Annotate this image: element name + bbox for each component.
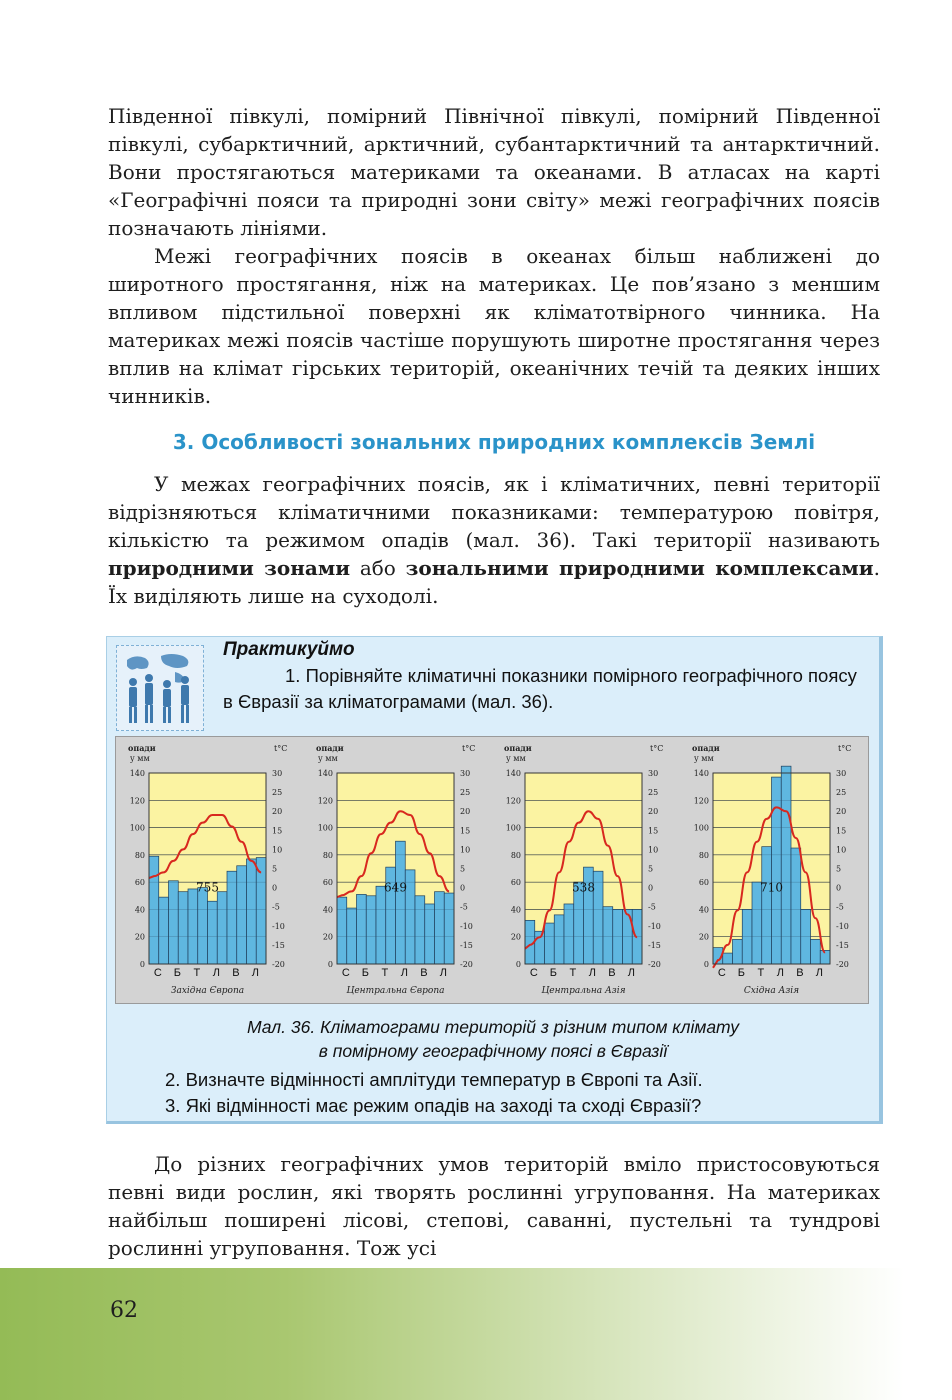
month-label: Т [193, 967, 201, 979]
precipitation-bar [415, 896, 425, 964]
temp-tick-label: -10 [648, 921, 661, 931]
temp-tick-label: -15 [648, 940, 661, 950]
month-label: С [341, 967, 350, 979]
precipitation-bar [603, 907, 613, 964]
temp-tick-label: 30 [836, 769, 847, 778]
month-label: С [153, 967, 162, 979]
climatograms-panel [115, 736, 869, 1004]
month-label: С [529, 967, 538, 979]
precipitation-bar [347, 908, 357, 964]
month-label: Л [627, 967, 635, 979]
precip-tick-label: 20 [134, 932, 145, 942]
axis-label-precip: опади [504, 743, 532, 753]
climatogram-east-asia [680, 737, 868, 1003]
precipitation-bar [188, 889, 198, 964]
precip-tick-label: 120 [693, 796, 709, 806]
temp-tick-label: 25 [272, 788, 283, 798]
precipitation-bar [564, 904, 574, 964]
temp-tick-label: -5 [648, 902, 656, 912]
temp-tick-label: 20 [648, 807, 659, 817]
temp-tick-label: -20 [836, 960, 849, 969]
month-label: Б [737, 967, 745, 979]
precip-tick-label: 40 [698, 905, 709, 915]
precipitation-bar [227, 871, 237, 964]
climatogram-central-asia [492, 737, 680, 1003]
top-paragraphs [108, 102, 880, 410]
temp-tick-label: 0 [272, 883, 278, 893]
axis-label-precip: опади [316, 743, 344, 753]
paragraph: До різних географічних умов територій вміло пристосовуються певні види рослин, які творять рослинні угруповання. На материках найбільш поширені лісові, степові, саванні, пустельні та тундрові рослинні угруповання. Тож усі [108, 1152, 880, 1260]
temp-tick-label: -15 [460, 940, 473, 950]
world-map-people-icon [116, 645, 204, 731]
axis-label-temp: t°С [650, 744, 664, 753]
precipitation-bar [337, 897, 347, 964]
month-label: Б [361, 967, 369, 979]
precip-tick-label: 120 [505, 796, 521, 806]
term-zonal-complexes: зональними природними комплексами [405, 556, 874, 580]
precip-tick-label: 120 [129, 796, 145, 806]
temp-tick-label: -10 [272, 921, 285, 931]
region-title: Центральна Європа [346, 986, 445, 996]
temp-tick-label: 25 [648, 788, 659, 798]
temp-tick-label: 5 [460, 864, 466, 874]
temp-tick-label: 30 [460, 769, 471, 778]
month-label: Л [815, 967, 823, 979]
axis-label-temp: t°С [274, 744, 288, 753]
precip-tick-label: 80 [698, 850, 709, 860]
precipitation-bar [444, 893, 454, 964]
precipitation-bar [772, 777, 782, 964]
temp-tick-label: -5 [836, 902, 844, 912]
month-label: В [608, 967, 616, 979]
climatogram-svg [304, 737, 492, 1003]
temp-tick-label: 30 [648, 769, 659, 778]
precip-tick-label: 60 [698, 878, 709, 888]
climatogram-svg [680, 737, 868, 1003]
precip-tick-label: 40 [134, 905, 145, 915]
precip-tick-label: 140 [693, 769, 709, 778]
climatogram-west-europe [116, 737, 304, 1003]
annual-precip-total: 710 [760, 880, 783, 895]
precipitation-bar [425, 904, 435, 964]
precipitation-bar [811, 939, 821, 964]
practice-box [106, 636, 883, 1124]
month-label: Л [439, 967, 447, 979]
precipitation-bar [396, 841, 406, 964]
practice-question-1: 1. Порівняйте кліматичні показники помірного географічного поясу в Євразії за кліматограмами (мал. 36). [223, 665, 857, 712]
precip-tick-label: 100 [129, 823, 145, 833]
precipitation-bar [178, 892, 188, 964]
precip-tick-label: 60 [510, 878, 521, 888]
caption-line: в помірному географічному поясі в Євразії [318, 1041, 668, 1061]
region-title: Центральна Азія [541, 986, 626, 996]
temp-tick-label: -5 [460, 902, 468, 912]
precip-tick-label: 60 [134, 878, 145, 888]
temp-tick-label: 10 [272, 845, 283, 855]
precip-tick-label: 80 [322, 850, 333, 860]
temp-tick-label: -20 [460, 960, 473, 969]
practice-question-3: 3. Які відмінності має режим опадів на заході та сході Євразії? [165, 1095, 702, 1116]
axis-label-temp: t°С [462, 744, 476, 753]
temp-tick-label: 15 [836, 826, 847, 836]
axis-label-precip: опади [692, 743, 720, 753]
precipitation-bar [366, 896, 376, 964]
precipitation-bar [149, 856, 159, 964]
temp-tick-label: 15 [460, 826, 471, 836]
month-label: С [717, 967, 726, 979]
month-label: Т [381, 967, 389, 979]
precipitation-bar [723, 953, 733, 964]
climatogram-svg [116, 737, 304, 1003]
page-number: 62 [110, 1298, 138, 1323]
month-label: Л [776, 967, 784, 979]
month-label: В [796, 967, 804, 979]
paragraph: Межі географічних поясів в океанах більш наближені до широтного простягання, ніж на материках. Це пов’язано з меншим впливом підстильної поверхні як кліматотвірного чинника. На материках межі поясів частіше порушують широтне простягання через вплив на клімат гірських територій, океанічних течій та деяких інших чинників. [108, 244, 880, 408]
axis-label-precip-unit: у мм [694, 754, 714, 763]
annual-precip-total: 538 [572, 880, 595, 895]
precipitation-bar [545, 923, 555, 964]
figure-caption [107, 1015, 879, 1063]
precipitation-bar [256, 858, 266, 964]
month-label: Л [212, 967, 220, 979]
axis-label-precip: опади [128, 743, 156, 753]
temp-tick-label: 5 [272, 864, 278, 874]
temp-tick-label: -20 [648, 960, 661, 969]
temp-tick-label: 25 [460, 788, 471, 798]
paragraph-text: . Їх виділяють лише на суходолі. [108, 556, 880, 608]
footer-band [0, 1268, 952, 1400]
month-label: Т [757, 967, 765, 979]
caption-line: Мал. 36. Кліматограми територій з різним типом клімату [247, 1017, 739, 1037]
precip-tick-label: 0 [703, 960, 709, 969]
precip-tick-label: 120 [317, 796, 333, 806]
month-label: Б [549, 967, 557, 979]
temp-tick-label: 10 [648, 845, 659, 855]
axis-label-precip-unit: у мм [130, 754, 150, 763]
precipitation-bar [554, 915, 564, 964]
precip-tick-label: 100 [317, 823, 333, 833]
temp-tick-label: 0 [836, 883, 842, 893]
axis-label-precip-unit: у мм [318, 754, 338, 763]
precip-tick-label: 0 [327, 960, 333, 969]
precipitation-bar [247, 859, 257, 964]
precip-tick-label: 80 [134, 850, 145, 860]
practice-title: Практикуймо [223, 639, 355, 660]
temp-tick-label: 0 [460, 883, 466, 893]
temp-tick-label: -20 [272, 960, 285, 969]
precip-tick-label: 140 [129, 769, 145, 778]
precipitation-bar [762, 847, 772, 964]
climatogram-svg [492, 737, 680, 1003]
paragraph: Південної півкулі, помірний Північної півкулі, помірний Південної півкулі, субарктичний, арктичний, субантарктичний та антарктичний. Вони простягаються материками та океанами. В атласах на карті «Географічні пояси та природні зони світу» межі географічних поясів позначають лініями. [108, 104, 880, 240]
precip-tick-label: 40 [322, 905, 333, 915]
precip-tick-label: 140 [505, 769, 521, 778]
month-label: В [420, 967, 428, 979]
precip-tick-label: 80 [510, 850, 521, 860]
precip-tick-label: 60 [322, 878, 333, 888]
precipitation-bar [169, 881, 179, 964]
month-label: Л [251, 967, 259, 979]
region-title: Західна Європа [170, 986, 245, 996]
temp-tick-label: 15 [272, 826, 283, 836]
temp-tick-label: 0 [648, 883, 654, 893]
temp-tick-label: 5 [836, 864, 842, 874]
annual-precip-total: 755 [196, 880, 219, 895]
temp-tick-label: 10 [836, 845, 847, 855]
precipitation-bar [217, 892, 227, 964]
temp-tick-label: -5 [272, 902, 280, 912]
precipitation-bar [376, 886, 386, 964]
axis-label-temp: t°С [838, 744, 852, 753]
paragraph [108, 470, 880, 610]
precipitation-bar [159, 897, 169, 964]
precipitation-bar [791, 848, 801, 964]
month-label: Т [569, 967, 577, 979]
temp-tick-label: -10 [460, 921, 473, 931]
temp-tick-label: 30 [272, 769, 283, 778]
precip-tick-label: 100 [505, 823, 521, 833]
term-natural-zones: природними зонами [108, 556, 351, 580]
precip-tick-label: 20 [698, 932, 709, 942]
month-label: Л [400, 967, 408, 979]
temp-tick-label: 20 [836, 807, 847, 817]
temp-tick-label: 10 [460, 845, 471, 855]
temp-tick-label: 20 [460, 807, 471, 817]
closing-paragraph-block [108, 1150, 880, 1262]
precipitation-bar [733, 939, 743, 964]
axis-label-precip-unit: у мм [506, 754, 526, 763]
temp-tick-label: -15 [836, 940, 849, 950]
practice-question-2: 2. Визначте відмінності амплітуди температур в Європі та Азії. [165, 1069, 703, 1090]
temp-tick-label: -15 [272, 940, 285, 950]
precipitation-bar [535, 931, 545, 964]
temp-tick-label: 5 [648, 864, 654, 874]
precip-tick-label: 0 [515, 960, 521, 969]
paragraph-text: або [350, 556, 406, 580]
precip-tick-label: 40 [510, 905, 521, 915]
temp-tick-label: 15 [648, 826, 659, 836]
precip-tick-label: 20 [322, 932, 333, 942]
annual-precip-total: 649 [384, 880, 407, 895]
month-label: Л [588, 967, 596, 979]
precip-tick-label: 20 [510, 932, 521, 942]
temp-tick-label: -10 [836, 921, 849, 931]
precip-tick-label: 140 [317, 769, 333, 778]
temp-tick-label: 20 [272, 807, 283, 817]
precipitation-bar [781, 766, 791, 964]
precip-tick-label: 100 [693, 823, 709, 833]
month-label: Б [173, 967, 181, 979]
paragraph-text: У межах географічних поясів, як і кліматичних, певні території відрізняються кліматичними показниками: температурою повітря, кількістю та режимом опадів (мал. 36). Такі території називають [108, 472, 880, 552]
region-title: Східна Азія [743, 986, 800, 996]
section-heading: 3. Особливості зональних природних комплексів Землі [172, 430, 816, 454]
climatogram-central-europe [304, 737, 492, 1003]
precipitation-bar [435, 892, 445, 964]
month-label: В [232, 967, 240, 979]
precipitation-bar [357, 894, 367, 964]
precipitation-bar [237, 866, 247, 964]
temp-tick-label: 25 [836, 788, 847, 798]
intro-paragraph-block [108, 470, 880, 610]
precip-tick-label: 0 [139, 960, 145, 969]
precipitation-bar [198, 888, 208, 964]
precipitation-bar [208, 901, 218, 964]
